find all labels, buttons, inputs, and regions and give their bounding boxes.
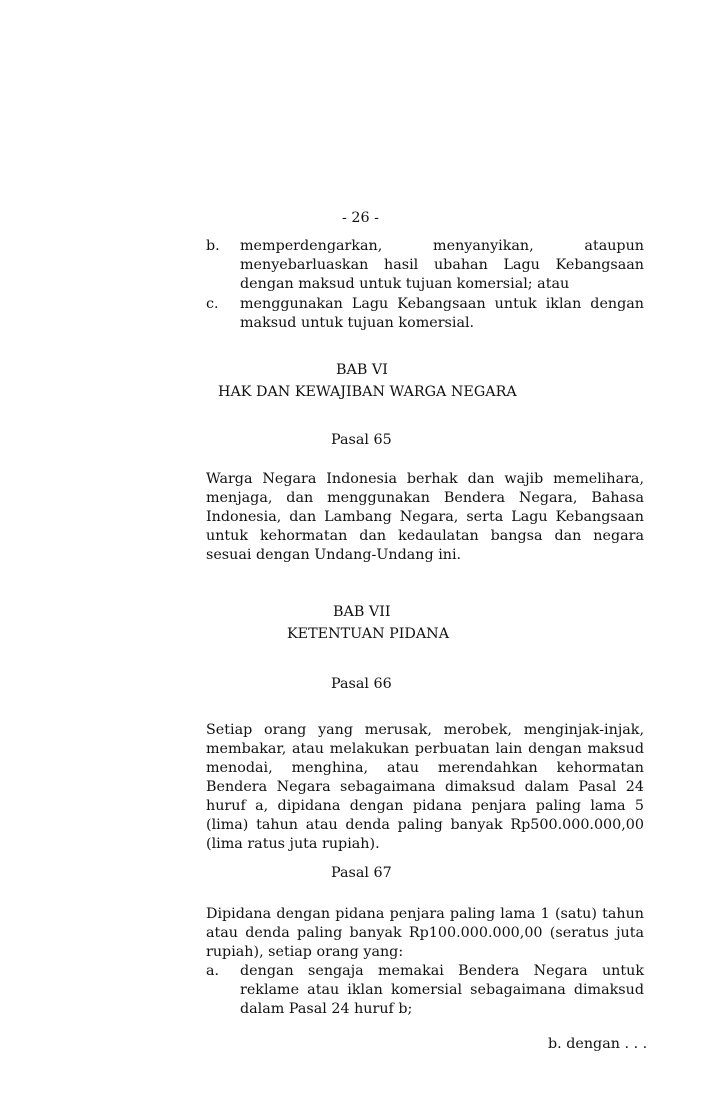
article-66-text: Setiap orang yang merusak, merobek, menginjak-injak, membakar, atau melakukan perbuatan lain dengan maksud menodai, menghina, atau merendahkan kehormatan Bendera Negara sebagaimana dimaksud dalam Pasal 24 huruf a, dipidana dengan pidana penjara paling lama 5 (lima) tahun atau denda paling banyak Rp500.000.000,00 (lima ratus juta rupiah). <box>206 722 644 852</box>
list-item-c <box>206 295 644 333</box>
continuation-note: b. dengan . . . <box>548 1036 648 1052</box>
page-number: - 26 - <box>342 210 379 226</box>
chapter-6-label: BAB VI <box>336 362 388 378</box>
article-67-text: Dipidana dengan pidana penjara paling lama 1 (satu) tahun atau denda paling banyak Rp100.000.000,00 (seratus juta rupiah), setiap orang yang: <box>206 906 644 960</box>
list-marker: a. <box>206 963 220 979</box>
list-item-text: dengan sengaja memakai Bendera Negara untuk reklame atau iklan komersial sebagaimana dimaksud dalam Pasal 24 huruf b; <box>240 963 644 1017</box>
chapter-7-title: KETENTUAN PIDANA <box>287 626 450 642</box>
article-67-label: Pasal 67 <box>331 865 392 881</box>
chapter-7-label: BAB VII <box>333 604 391 620</box>
list-item-text: memperdengarkan, menyanyikan, ataupun menyebarluaskan hasil ubahan Lagu Kebangsaan dengan maksud untuk tujuan komersial; atau <box>240 238 644 292</box>
list-marker: b. <box>206 238 220 254</box>
list-item-text: menggunakan Lagu Kebangsaan untuk iklan dengan maksud untuk tujuan komersial. <box>240 296 644 331</box>
article-65-label: Pasal 65 <box>331 432 392 448</box>
article-65-text: Warga Negara Indonesia berhak dan wajib memelihara, menjaga, dan menggunakan Bendera Negara, Bahasa Indonesia, dan Lambang Negara, serta Lagu Kebangsaan untuk kehormatan dan kedaulatan bangsa dan negara sesuai dengan Undang-Undang ini. <box>206 471 644 563</box>
chapter-6-title: HAK DAN KEWAJIBAN WARGA NEGARA <box>218 384 517 400</box>
list-item-b <box>206 237 644 294</box>
list-item-a <box>206 962 644 1019</box>
article-66-label: Pasal 66 <box>331 676 392 692</box>
list-marker: c. <box>206 296 219 312</box>
